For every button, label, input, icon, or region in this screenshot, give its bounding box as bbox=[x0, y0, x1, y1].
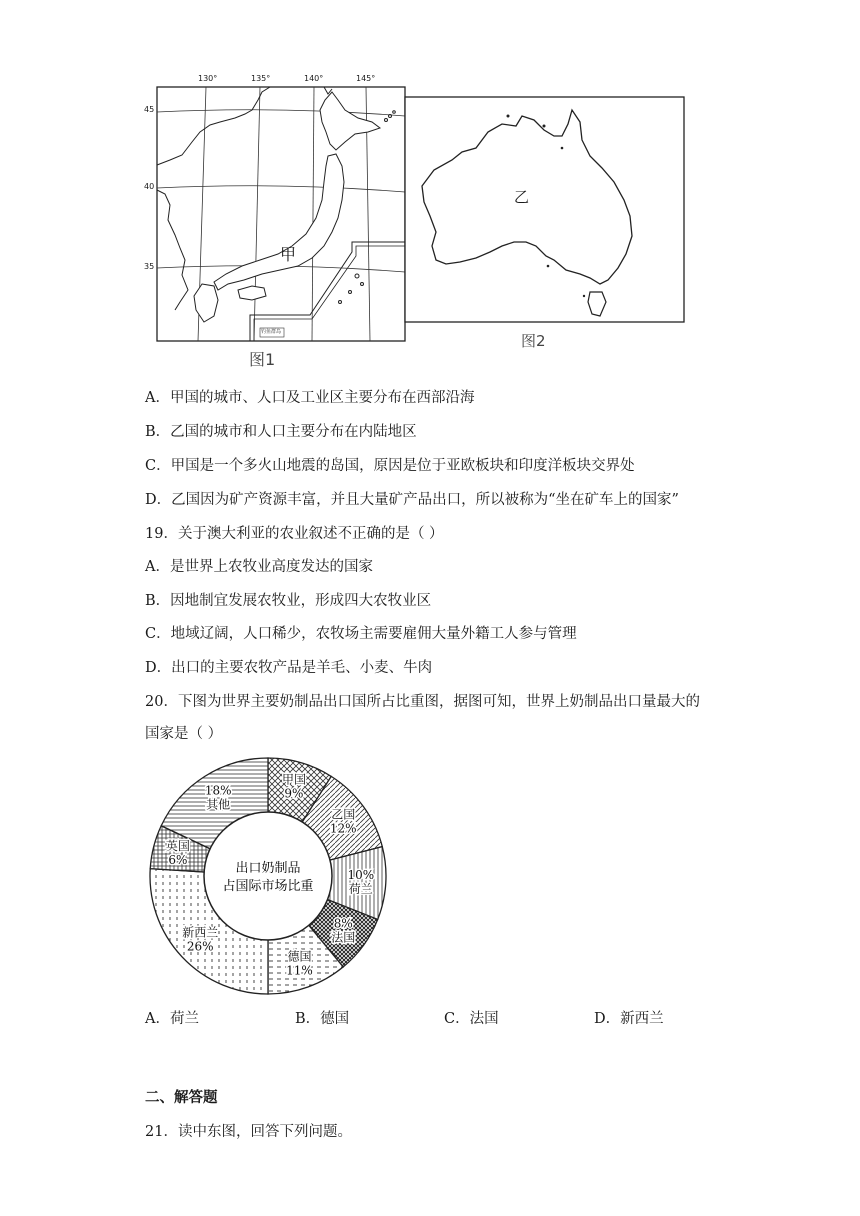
longitude-label-145: 145° bbox=[356, 74, 376, 83]
figure-2-caption: 图2 bbox=[521, 332, 546, 350]
slice-label-1-1: 甲国 bbox=[281, 772, 306, 787]
longitude-label-140: 140° bbox=[304, 74, 324, 83]
slice-label-4-2: 法国 bbox=[331, 930, 356, 945]
option-letter: C． bbox=[145, 626, 171, 642]
figure-2-australia-map bbox=[404, 96, 686, 354]
q20-stem-line1: 20．下图为世界主要奶制品出口国所占比重图，据图可知，世界上奶制品出口量最大的 bbox=[145, 694, 700, 710]
q20-option-d bbox=[594, 1009, 664, 1029]
donut-svg bbox=[140, 748, 400, 1008]
q19-option-d bbox=[145, 658, 432, 678]
option-text: 乙国因为矿产资源丰富，并且大量矿产品出口，所以被称为“坐在矿车上的国家” bbox=[171, 492, 679, 508]
slice-label-1-2: 9% bbox=[284, 786, 304, 801]
option-text: 荷兰 bbox=[169, 1011, 199, 1027]
slice-label-2-1: 乙国 bbox=[331, 807, 356, 822]
slice-label-8-2: 其他 bbox=[206, 797, 231, 812]
option-letter: A． bbox=[145, 1011, 170, 1027]
q18-option-c bbox=[145, 456, 635, 476]
longitude-label-135: 135° bbox=[251, 74, 271, 83]
q19-stem: 19．关于澳大利亚的农业叙述不正确的是（ ） bbox=[145, 526, 444, 542]
option-text: 因地制宜发展农牧业，形成四大农牧业区 bbox=[170, 593, 432, 609]
q21-stem: 21．读中东图，回答下列问题。 bbox=[145, 1124, 352, 1140]
australia-map-svg bbox=[404, 96, 686, 326]
q19-option-a bbox=[145, 557, 373, 577]
q20-option-b bbox=[295, 1009, 349, 1029]
q18-option-d bbox=[145, 490, 679, 510]
option-letter: D． bbox=[145, 492, 172, 508]
option-letter: C． bbox=[444, 1011, 470, 1027]
latitude-label-45: 45 bbox=[144, 105, 155, 114]
option-letter: A． bbox=[145, 559, 170, 575]
q20-option-c bbox=[444, 1009, 499, 1029]
option-letter: B． bbox=[145, 424, 171, 440]
figure-1-japan-map bbox=[140, 70, 410, 370]
country-label-yi: 乙 bbox=[514, 188, 530, 206]
option-text: 德国 bbox=[320, 1011, 350, 1027]
latitude-label-35: 35 bbox=[144, 262, 155, 271]
slice-label-5-1: 德国 bbox=[287, 949, 312, 964]
slice-label-8-1: 18% bbox=[204, 783, 232, 798]
option-letter: B． bbox=[295, 1011, 321, 1027]
slice-label-2-2: 12% bbox=[329, 821, 357, 836]
option-text: 新西兰 bbox=[620, 1011, 664, 1027]
donut-hole bbox=[204, 812, 332, 940]
option-text: 出口的主要农牧产品是羊毛、小麦、牛肉 bbox=[171, 660, 433, 676]
q19-option-b bbox=[145, 591, 431, 611]
center-title-line2: 占国际市场比重 bbox=[222, 879, 314, 894]
option-letter: D． bbox=[594, 1011, 621, 1027]
option-text: 甲国的城市、人口及工业区主要分布在西部沿海 bbox=[169, 390, 475, 406]
slice-label-3-2: 荷兰 bbox=[348, 881, 373, 896]
option-text: 甲国是一个多火山地震的岛国，原因是位于亚欧板块和印度洋板块交界处 bbox=[170, 458, 635, 474]
slice-label-7-2: 6% bbox=[168, 852, 188, 867]
q18-option-b bbox=[145, 422, 417, 442]
q18-option-a bbox=[145, 388, 474, 408]
slice-label-7-1: 英国 bbox=[165, 838, 190, 853]
option-text: 是世界上农牧业高度发达的国家 bbox=[169, 559, 373, 575]
q20-stem-line2: 国家是（ ） bbox=[145, 726, 223, 742]
option-text: 法国 bbox=[469, 1011, 499, 1027]
slice-label-6-1: 新西兰 bbox=[182, 925, 219, 940]
latitude-label-40: 40 bbox=[144, 182, 155, 191]
slice-label-6-2: 26% bbox=[186, 939, 214, 954]
q20-option-a bbox=[145, 1009, 199, 1029]
q19-option-c bbox=[145, 624, 577, 644]
option-letter: A． bbox=[145, 390, 170, 406]
option-letter: C． bbox=[145, 458, 171, 474]
slice-label-5-2: 11% bbox=[286, 963, 313, 978]
option-letter: D． bbox=[145, 660, 172, 676]
dairy-export-donut-chart bbox=[140, 748, 400, 1008]
slice-label-4-1: 8% bbox=[333, 916, 353, 931]
inset-label: 钓鱼群岛 bbox=[261, 329, 282, 335]
japan-map-svg bbox=[140, 70, 410, 370]
option-text: 地域辽阔，人口稀少，农牧场主需要雇佣大量外籍工人参与管理 bbox=[170, 626, 577, 642]
section-2-heading: 二、解答题 bbox=[145, 1089, 218, 1106]
figure-1-caption: 图1 bbox=[249, 350, 276, 369]
option-letter: B． bbox=[145, 593, 171, 609]
country-label-jia: 甲 bbox=[280, 245, 297, 264]
option-text: 乙国的城市和人口主要分布在内陆地区 bbox=[170, 424, 417, 440]
longitude-label-130: 130° bbox=[198, 74, 218, 83]
center-title-line1: 出口奶制品 bbox=[235, 861, 301, 876]
slice-label-3-1: 10% bbox=[347, 867, 375, 882]
